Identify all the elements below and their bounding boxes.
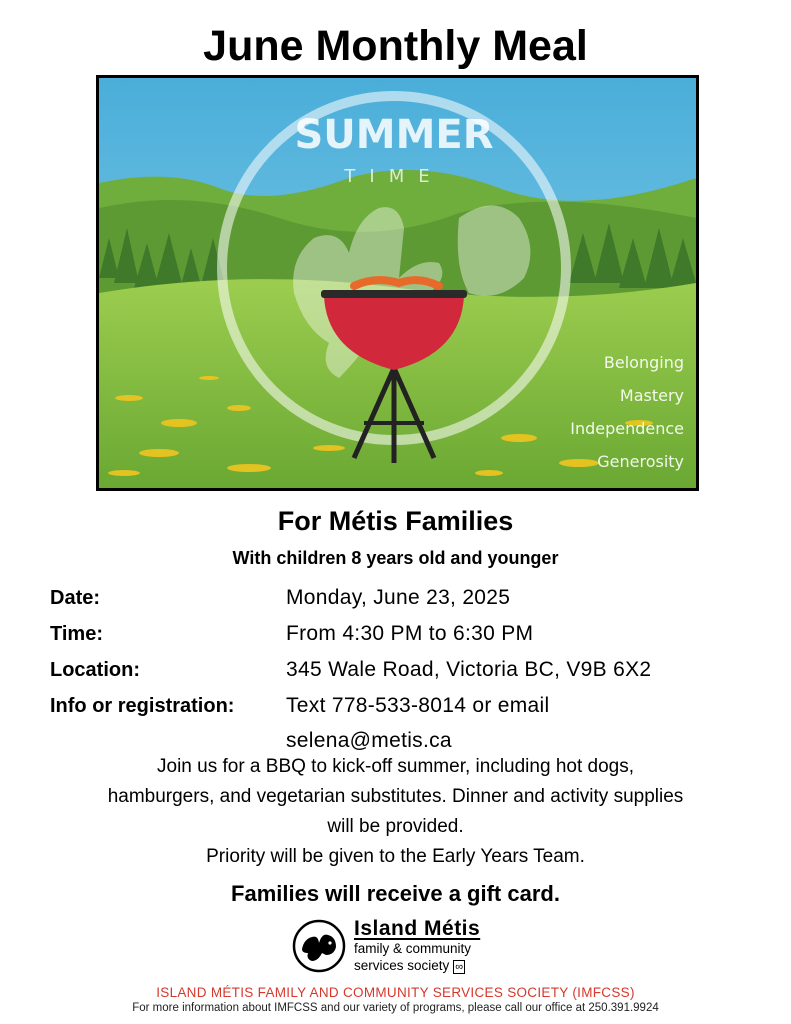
logo-line-3: services society ∞ <box>354 958 464 973</box>
time-label: Time: <box>50 622 103 645</box>
location-row <box>50 652 770 688</box>
location-value: 345 Wale Road, Victoria BC, V9B 6X2 <box>286 658 652 681</box>
info-row <box>50 688 770 724</box>
description-line: will be provided. <box>327 816 464 837</box>
time-row <box>50 616 770 652</box>
audience-heading: For Métis Families <box>277 506 514 536</box>
summer-bbq-illustration <box>96 75 699 491</box>
description-line: hamburgers, and vegetarian substitutes. Dinner and activity supplies <box>107 786 684 807</box>
date-value: Monday, June 23, 2025 <box>286 586 511 609</box>
location-label: Location: <box>50 658 140 681</box>
audience-age: With children 8 years old and younger <box>232 548 559 568</box>
logo-line-2: family & community <box>354 941 472 956</box>
contact-footer: For more information about IMFCSS and our variety of programs, please call our office at 250.391.9924 <box>132 1002 659 1014</box>
badge-summer-text: SUMMER <box>294 112 494 158</box>
page-title: June Monthly Meal <box>203 22 588 70</box>
email-link[interactable]: selena@metis.ca <box>286 729 452 752</box>
event-description <box>30 752 761 872</box>
value-generosity: Generosity <box>597 452 684 471</box>
bison-emblem-icon <box>292 919 346 973</box>
description-line: Join us for a BBQ to kick-off summer, including hot dogs, <box>157 756 634 777</box>
priority-note: Priority will be given to the Early Years Team. <box>206 846 585 867</box>
badge-time-text: TIME <box>344 166 444 187</box>
date-row <box>50 580 770 616</box>
info-value: Text 778-533-8014 or email <box>286 694 550 717</box>
logo-line-1: Island Métis <box>354 917 481 940</box>
value-belonging: Belonging <box>603 353 684 372</box>
value-independence: Independence <box>570 419 684 438</box>
date-label: Date: <box>50 586 101 609</box>
imfcss-logo <box>292 917 502 977</box>
info-label: Info or registration: <box>50 694 235 717</box>
gift-card-note: Families will receive a gift card. <box>231 881 560 906</box>
value-mastery: Mastery <box>619 386 684 405</box>
event-details <box>50 580 770 758</box>
organization-name: ISLAND MÉTIS FAMILY AND COMMUNITY SERVICES SOCIETY (IMFCSS) <box>156 985 635 1000</box>
infinity-icon: ∞ <box>455 961 464 973</box>
time-value: From 4:30 PM to 6:30 PM <box>286 622 534 645</box>
